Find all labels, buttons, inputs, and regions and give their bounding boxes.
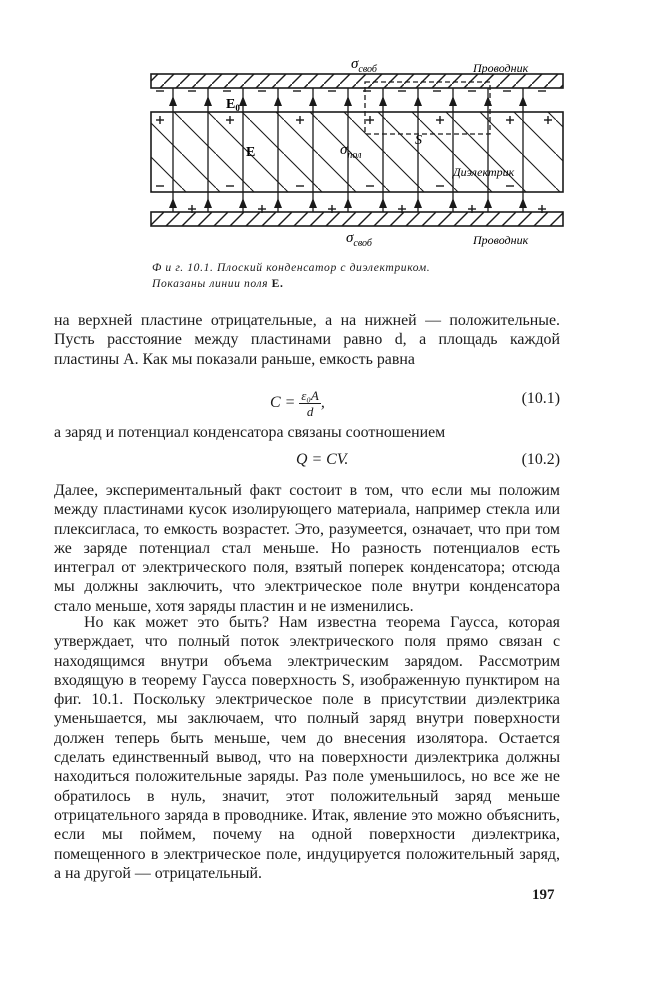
label-sigma-pol: $\sigma_{пол}$ [340, 142, 362, 161]
equation-number-10-1: (10.1) [521, 390, 560, 407]
paragraph-4: Но как может это быть? Нам известна теорема Гаусса, которая утверждает, что полный поток электрического поля прямо связан с находящимся внутри объема электрическим зарядом. Рассмотрим входящую в теорему Гаусса поверхность S, изображенную пунктиром на фиг. 10.1. Поскольку электрическое поле в присутствии диэлектрика уменьшается, мы заключаем, что полный заряд внутри поверхности должен теперь быть меньше, чем до внесения изолятора. Остается сделать единственный вывод, что на поверхности диэлектрика должны находиться положительные заряды. Раз поле уменьшилось, но все же не обратилось в нуль, значит, этот положительный заряд меньше отрицательного заряда в проводнике. Итак, явление это можно объяснить, если мы поймем, почему на одной поверхности диэлектрика, помещенного в электрическое поле, индуцируется положительный заряд, а на другой — отрицательный. [54, 614, 560, 882]
label-conductor-bottom: Проводник [473, 233, 529, 247]
page-number: 197 [532, 887, 555, 903]
label-E: E [246, 145, 256, 160]
equation-10-2: Q = CV. (10.2) [296, 451, 560, 468]
caption-line1: Ф и г. 10.1. Плоский конденсатор с диэлектриком. [152, 261, 431, 274]
label-S: S [415, 133, 422, 148]
top-plate [151, 74, 563, 88]
label-sigma-free-top: $\sigma_{своб}$ [351, 56, 377, 75]
paragraph-2: а заряд и потенциал конденсатора связаны соотношением [54, 424, 446, 441]
label-dielectric: Диэлектрик [453, 165, 515, 179]
bottom-plate [151, 212, 563, 226]
equation-10-1: C = $\frac{\text{ε₀A}}{d}$ , (10.1) [270, 388, 560, 419]
paragraph-3: Далее, экспериментальный факт состоит в том, что если мы положим между пластинами кусок изолирующего материала, например стекла или плексигласа, то емкость возрастет. Это, разумеется, означает, что при том же заряде потенциал стал меньше. Но разность потенциалов есть интеграл от электрического поля, взятый поперек конденсатора; отсюда мы должны заключить, что электрическое поле внутри конденсатора стало меньше, хотя заряды пластин и не изменились. [54, 482, 560, 615]
paragraph-1: на верхней пластине отрицательные, а на нижней — положительные. Пусть расстояние между пластинами равно d, а площадь каждой пластины A. Как мы показали раньше, емкость равна [54, 312, 560, 368]
label-E0: $E_0$ [226, 97, 240, 113]
label-sigma-free-bottom: $\sigma_{своб}$ [346, 230, 372, 249]
fraction: $\frac{\text{ε₀A}}{d}$ [301, 388, 319, 419]
caption-line2: Показаны линии поля E. [152, 276, 284, 290]
label-conductor-top: Проводник [473, 61, 529, 75]
figure-caption [152, 260, 572, 291]
equation-number-10-2: (10.2) [521, 451, 560, 468]
capacitor-figure [148, 52, 568, 260]
